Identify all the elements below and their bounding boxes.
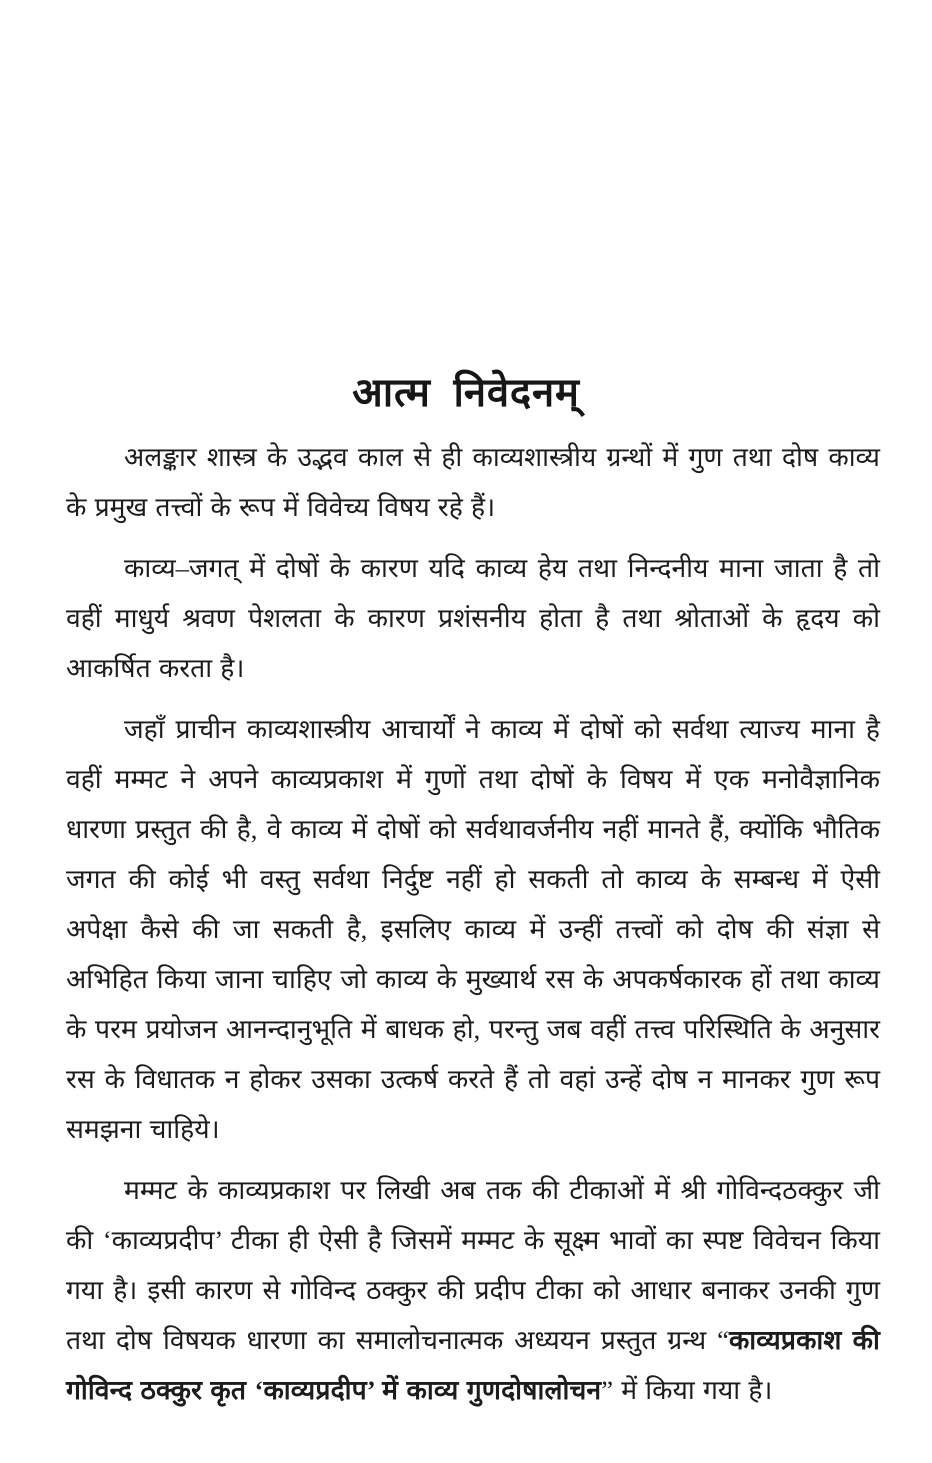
paragraph-4-text-lead: मम्मट के काव्यप्रकाश पर लिखी अब तक की टीकाओं में श्री गोविन्दठक्कुर जी की ‘काव्यप्रदीप’ टीका ही ऐसी है जिसमें मम्मट के सूक्ष्म भावों का स्पष्ट विवेचन किया गया है। इसी कारण से गोविन्द ठक्कुर की प्रदीप टीका को आधार बनाकर उनकी गुण तथा दोष विषयक धारणा का समालोचनात्मक अध्ययन प्रस्तुत ग्रन्थ “: [66, 1175, 880, 1355]
paragraph-3: जहाँ प्राचीन काव्यशास्त्रीय आचार्यों ने काव्य में दोषों को सर्वथा त्याज्य माना है वहीं मम्मट ने अपने काव्यप्रकाश में गुणों तथा दोषों के विषय में एक मनोवैज्ञानिक धारणा प्रस्तुत की है, वे काव्य में दोषों को सर्वथावर्जनीय नहीं मानते हैं, क्योंकि भौतिक जगत की कोई भी वस्तु सर्वथा निर्दुष्ट नहीं हो सकती तो काव्य के सम्बन्ध में ऐसी अपेक्षा कैसे की जा सकती है, इसलिए काव्य में उन्हीं तत्त्वों को दोष की संज्ञा से अभिहित किया जाना चाहिए जो काव्य के मुख्यार्थ रस के अपकर्षकारक हों तथा काव्य के परम प्रयोजन आनन्दानुभूति में बाधक हो, परन्तु जब वहीं तत्त्व परिस्थिति के अनुसार रस के विधातक न होकर उसका उत्कर्ष करते हैं तो वहां उन्हें दोष न मानकर गुण रूप समझना चाहिये।: [66, 714, 880, 1144]
paragraph-4-text-tail: ” में किया गया है।: [601, 1375, 773, 1405]
paragraph-2: काव्य–जगत् में दोषों के कारण यदि काव्य हेय तथा निन्दनीय माना जाता है तो वहीं माधुर्य श्रवण पेशलता के कारण प्रशंसनीय होता है तथा श्रोताओं के हृदय को आकर्षित करता है।: [66, 553, 880, 683]
body-text-block: [66, 432, 880, 1415]
page-title: आत्म निवेदनम्: [352, 369, 580, 415]
paragraph-1: अलङ्कार शास्त्र के उद्भव काल से ही काव्यशास्त्रीय ग्रन्थों में गुण तथा दोष काव्य के प्रमुख तत्त्वों के रूप में विवेच्य विषय रहे हैं।: [66, 442, 880, 522]
paragraph-4: [66, 1165, 880, 1415]
book-title-emphasis: काव्यप्रकाश की गोविन्द ठक्कुर कृत ‘काव्यप्रदीप’ में काव्य गुणदोषालोचन: [66, 1325, 880, 1405]
